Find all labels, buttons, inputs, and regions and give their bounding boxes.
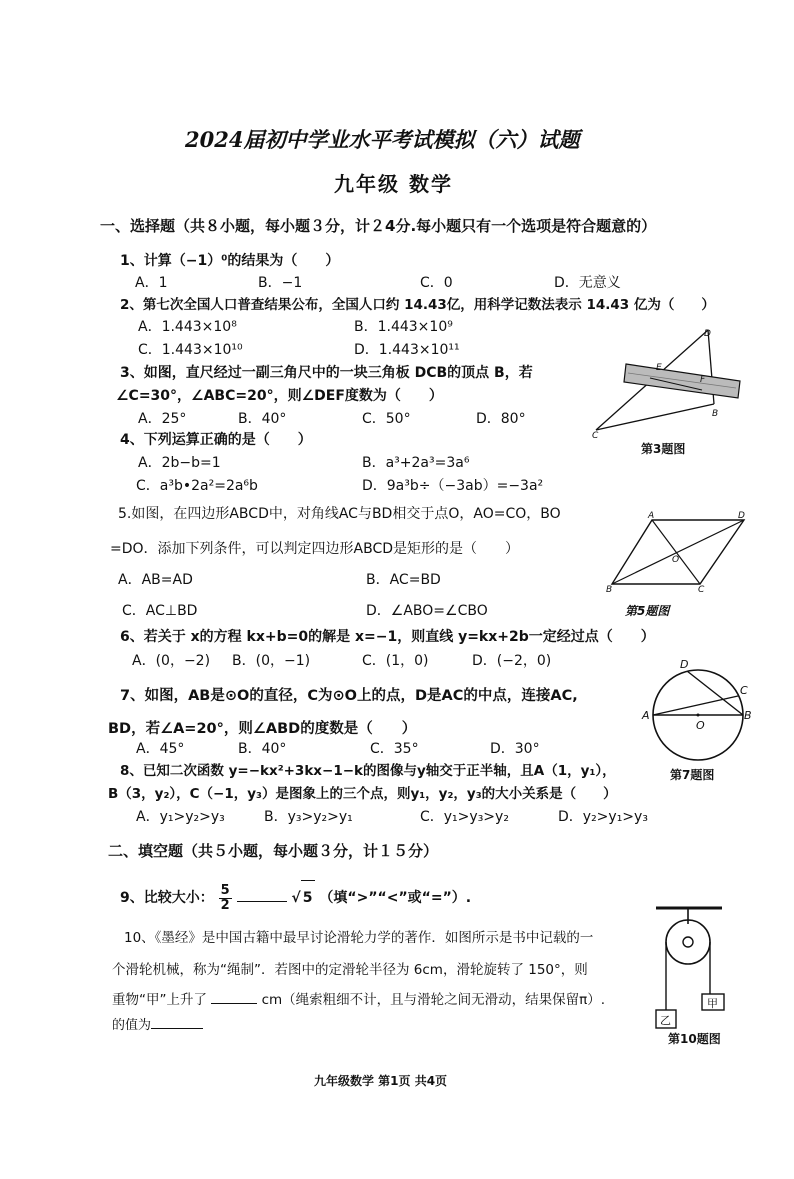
q3-option-c: C．50° (362, 411, 411, 427)
q5-label-c: C (698, 585, 705, 595)
q10-weight-jia: 甲 (707, 997, 718, 1010)
page-title: 2024届初中学业水平考试模拟（六）试题 (185, 127, 580, 152)
q10-line4 (112, 1017, 203, 1035)
q1-option-d: D．无意义 (554, 275, 621, 291)
q2-option-d: D．1.443×10¹¹ (354, 342, 460, 358)
q5-option-c: C．AC⊥BD (122, 603, 198, 619)
q7-figure (640, 658, 770, 763)
q3-label-c: C (592, 431, 599, 441)
q3-label-b: B (712, 409, 719, 419)
section-heading-fill: 二、填空题（共５小题，每小题３分，计１５分） (108, 842, 439, 860)
q10-pulley-figure (650, 902, 730, 1032)
q3-caption: 第3题图 (641, 442, 686, 456)
q10-line3-prefix: 重物“甲”上升了 (112, 992, 207, 1008)
q5-option-a: A．AB=AD (118, 572, 193, 588)
q4-stem: 4、下列运算正确的是（ ） (120, 432, 312, 448)
q7-option-c: C．35° (370, 741, 419, 757)
q1-stem: 1、计算（−1）⁰的结果为（ ） (120, 253, 340, 269)
q10-line1: 10、《墨经》是中国古籍中最早讨论滑轮力学的著作．如图所示是书中记载的一 (124, 930, 594, 946)
q10-line3-suffix: cm（绳索粗细不计，且与滑轮之间无滑动，结果保留π）. (261, 992, 606, 1008)
q9-sqrt: √ 5 (291, 890, 314, 906)
q10-weight-yi: 乙 (660, 1014, 671, 1027)
q8-stem-line2: B（3，y₂），C（−1，y₃）是图象上的三个点，则y₁，y₂，y₃的大小关系是（ ） (108, 786, 617, 802)
q5-option-d: D．∠ABO=∠CBO (366, 603, 488, 619)
q2-option-a: A．1.443×10⁸ (138, 319, 237, 335)
q1-option-a: A．1 (135, 275, 168, 291)
q3-option-b: B．40° (238, 411, 287, 427)
q9-denominator: 2 (220, 897, 230, 913)
q5-label-d: D (738, 511, 745, 521)
q9-line (120, 880, 471, 915)
q5-stem-line2: =DO．添加下列条件，可以判定四边形ABCD是矩形的是（ ） (110, 541, 520, 557)
q7-caption: 第7题图 (670, 768, 715, 782)
q3-stem-line1: 3、如图，直尺经过一副三角尺中的一块三角板 DCB的顶点 B，若 (120, 365, 533, 381)
q6-option-d: D．(−2，0) (472, 653, 552, 669)
q4-option-a: A．2b−b=1 (138, 455, 221, 471)
q9-suffix: （填“>”“<”或“=”）. (319, 890, 472, 906)
q3-label-d: D (704, 329, 711, 339)
q7-stem-line2: BD，若∠A=20°，则∠ABD的度数是（ ） (108, 721, 417, 737)
q7-label-d: D (680, 658, 689, 671)
q9-numerator: 5 (220, 882, 230, 898)
q5-label-o: O (672, 555, 680, 565)
q3-option-a: A．25° (138, 411, 187, 427)
q2-stem: 2、第七次全国人口普查结果公布，全国人口约 14.43亿，用科学记数法表示 14.43 亿为（ ） (120, 297, 715, 313)
q3-option-d: D．80° (476, 411, 526, 427)
q7-option-d: D．30° (490, 741, 540, 757)
q2-option-b: B．1.443×10⁹ (354, 319, 453, 335)
q9-fraction (219, 884, 232, 913)
q10-caption: 第10题图 (668, 1032, 721, 1046)
q9-prefix: 9、比较大小： (120, 890, 214, 906)
q8-option-c: C．y₁>y₃>y₂ (420, 809, 509, 825)
q3-figure (590, 326, 750, 441)
page-subtitle: 九年级 数学 (334, 172, 453, 196)
q10-line4-text: 的值为 (112, 1018, 152, 1033)
q6-option-b: B．(0，−1) (232, 653, 311, 669)
q9-answer-blank[interactable] (237, 901, 287, 902)
q7-label-a: A (642, 709, 650, 722)
q8-option-a: A．y₁>y₂>y₃ (136, 809, 225, 825)
q3-stem-line2: ∠C=30°，∠ABC=20°，则∠DEF度数为（ ） (116, 388, 443, 404)
q4-option-c: C．a³b•2a²=2a⁶b (136, 478, 258, 494)
q4-option-b: B．a³+2a³=3a⁶ (362, 455, 470, 471)
q7-option-b: B．40° (238, 741, 287, 757)
q5-label-a: A (648, 511, 655, 521)
q8-option-d: D．y₂>y₁>y₃ (558, 809, 648, 825)
q7-option-a: A．45° (136, 741, 185, 757)
q3-label-f: F (700, 375, 706, 385)
q5-caption: 第5题图 (625, 604, 670, 618)
q7-label-b: B (744, 709, 752, 722)
q4-option-d: D．9a³b÷（−3ab）=−3a² (362, 478, 544, 494)
q5-label-b: B (606, 585, 613, 595)
q1-option-c: C．0 (420, 275, 453, 291)
q6-option-a: A．(0，−2) (132, 653, 211, 669)
q2-option-c: C．1.443×10¹⁰ (138, 342, 243, 358)
q5-stem-line1: 5.如图，在四边形ABCD中，对角线AC与BD相交于点O，AO=CO，BO (118, 506, 561, 522)
q7-label-c: C (740, 684, 748, 697)
q7-label-o: O (696, 719, 705, 732)
q10-answer-blank-2[interactable] (151, 1028, 203, 1029)
page-footer: 九年级数学 第1页 共4页 (314, 1074, 448, 1088)
q10-line2: 个滑轮机械，称为“绳制”．若图中的定滑轮半径为 6cm，滑轮旋转了 150°，则 (112, 962, 588, 978)
q5-figure (604, 508, 754, 593)
q8-stem-line1: 8、已知二次函数 y=−kx²+3kx−1−k的图像与y轴交于正半轴，且A（1，y₁）， (120, 763, 616, 779)
q8-option-b: B．y₃>y₂>y₁ (264, 809, 353, 825)
q10-line3 (112, 991, 605, 1009)
q7-stem-line1: 7、如图，AB是⊙O的直径，C为⊙O上的点，D是AC的中点，连接AC, (120, 688, 578, 704)
q5-option-b: B．AC=BD (366, 572, 441, 588)
q10-answer-blank[interactable] (211, 1003, 257, 1004)
q1-option-b: B．−1 (258, 275, 303, 291)
q3-label-e: E (656, 363, 662, 373)
q6-stem: 6、若关于 x的方程 kx+b=0的解是 x=−1，则直线 y=kx+2b一定经过点（ ） (120, 629, 655, 645)
q6-option-c: C．(1，0) (362, 653, 429, 669)
section-heading-choice: 一、选择题（共８小题，每小题３分，计２4分.每小题只有一个选项是符合题意的） (100, 217, 657, 235)
